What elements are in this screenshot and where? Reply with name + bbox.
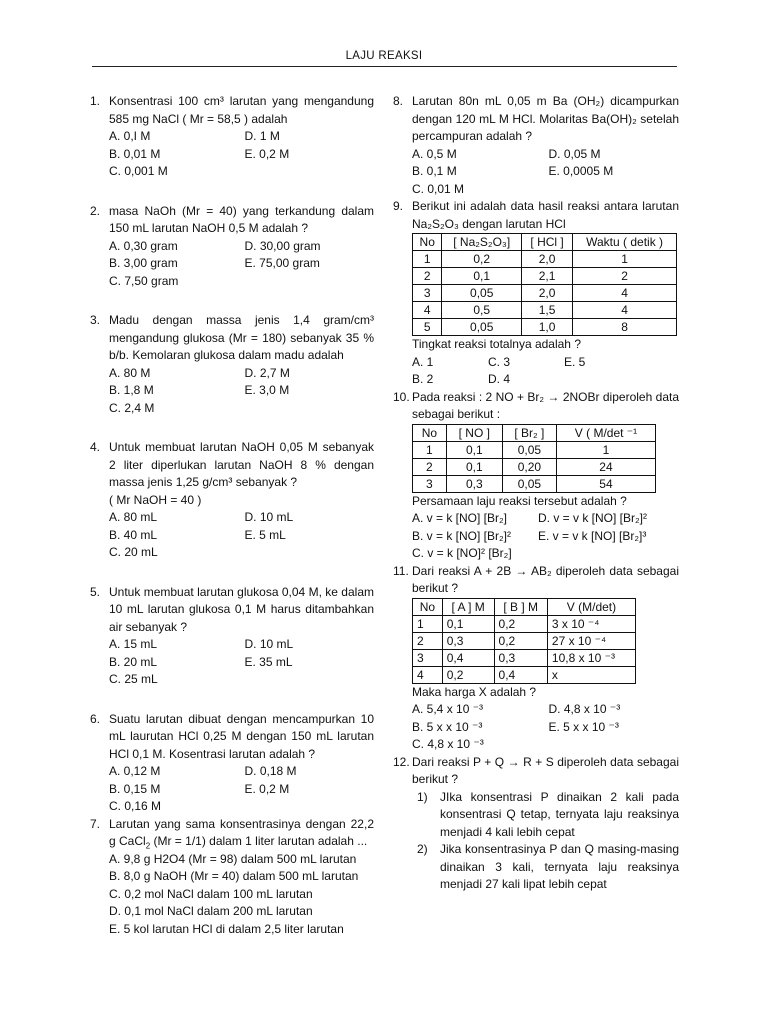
table-cell: 1,0 <box>522 319 573 336</box>
question-stem: masa NaOh (Mr = 40) yang terkandung dalam 150 mL larutan NaOH 0,5 M adalah ? <box>109 203 374 235</box>
table-cell: 0,2 <box>442 666 494 683</box>
table-cell: 2 <box>413 632 443 649</box>
option-d: D. 2,7 M <box>244 365 290 380</box>
question-number: 6. <box>90 711 101 726</box>
option-d: D. 0,05 M <box>548 146 601 161</box>
statement-item <box>412 841 679 894</box>
table-row <box>413 615 636 632</box>
question-12 <box>393 754 679 894</box>
table-cell: 4 <box>413 666 443 683</box>
option-c: C. 0,2 mol NaCl dalam 100 mL larutan <box>109 886 313 901</box>
right-column <box>393 93 679 894</box>
question-10 <box>393 389 679 563</box>
data-table <box>412 598 636 684</box>
table-cell: 1 <box>413 615 443 632</box>
options <box>109 763 374 816</box>
option-b: B. 3,00 gram <box>109 256 178 270</box>
options <box>109 851 374 939</box>
option-d: D. 10 mL <box>244 637 294 651</box>
option-a: A. 80 mL <box>109 510 158 524</box>
table-row <box>413 441 656 458</box>
option-d: D. 1 M <box>244 129 280 143</box>
option-a: A. 0,I M <box>109 129 151 143</box>
option-d: D. 4 <box>488 372 511 386</box>
header-cell: [ Br₂ ] <box>502 424 556 441</box>
option-d: D. v = v k [NO] [Br₂]² <box>538 511 648 525</box>
question-number: 12. <box>393 754 410 769</box>
header-cell: [ A ] M <box>442 598 494 615</box>
table-header-row <box>413 598 636 615</box>
statement-number: 2) <box>417 842 428 856</box>
table-row <box>413 649 636 666</box>
option-d: D. 4,8 x 10 ⁻³ <box>548 702 621 716</box>
table-row <box>413 302 677 319</box>
table-question: Maka harga X adalah ? <box>412 684 537 699</box>
question-number: 8. <box>393 94 404 108</box>
table-question: Persamaan laju reaksi tersebut adalah ? <box>412 493 627 508</box>
stem-part: (Mr = 1/1) dalam 1 liter larutan adalah ... <box>150 834 368 848</box>
table-cell: 3 x 10 ⁻⁴ <box>547 615 635 632</box>
table-cell: 0,2 <box>442 251 522 268</box>
option-b: B. 2 <box>412 372 434 386</box>
option-e: E. 0,0005 M <box>548 164 614 178</box>
question-stem: Untuk membuat larutan NaOH 0,05 M sebanyak 2 liter diperlukan larutan NaOH 8 % dengan massa jenis 1,25 g/cm³ sebanyak ? <box>109 440 374 489</box>
question-number: 7. <box>90 816 101 831</box>
option-b: B. 0,01 M <box>109 146 161 161</box>
table-cell: 0,3 <box>442 632 494 649</box>
option-b: B. 0,15 M <box>109 781 161 796</box>
table-cell: 2 <box>413 458 447 475</box>
question-5 <box>90 584 374 689</box>
table-cell: 2 <box>413 268 442 285</box>
options <box>412 354 679 389</box>
option-c: C. v = k [NO]² [Br₂] <box>412 546 512 560</box>
table-cell: 2 <box>573 268 677 285</box>
table-row <box>413 268 677 285</box>
options <box>109 238 374 291</box>
option-e: E. 5 x x 10 ⁻³ <box>548 719 619 734</box>
table-cell: 1 <box>573 251 677 268</box>
table-cell: 0,3 <box>494 649 547 666</box>
option-c: C. 25 mL <box>109 672 158 686</box>
options <box>412 701 679 754</box>
statement-list <box>412 789 679 894</box>
question-7 <box>90 816 374 939</box>
table-row <box>413 632 636 649</box>
table-row <box>413 458 656 475</box>
table-cell: 1 <box>413 441 447 458</box>
question-stem: Madu dengan massa jenis 1,4 gram/cm³ mengandung glukosa (Mr = 180) sebanyak 35 % b/b. Kemolaran glukosa dalam madu adalah <box>109 313 374 362</box>
header-cell: [ B ] M <box>494 598 547 615</box>
option-e: E. 3,0 M <box>244 383 290 397</box>
table-cell: 54 <box>556 475 655 492</box>
table-cell: 0,1 <box>442 615 494 632</box>
table-cell: 0,05 <box>442 319 522 336</box>
table-cell: 8 <box>573 319 677 336</box>
option-c: C. 2,4 M <box>109 400 155 415</box>
options <box>412 146 679 199</box>
question-number: 10. <box>393 389 410 404</box>
option-e: E. v = v k [NO] [Br₂]³ <box>538 528 647 543</box>
statement-number: 1) <box>417 789 428 804</box>
option-e: E. 75,00 gram <box>244 256 320 270</box>
question-9 <box>393 198 679 389</box>
question-note: ( Mr NaOH = 40 ) <box>109 492 202 507</box>
option-d: D. 10 mL <box>244 510 294 524</box>
statement-item <box>412 789 679 842</box>
header-cell: Waktu ( detik ) <box>573 234 677 251</box>
option-a: A. 80 M <box>109 365 151 380</box>
question-stem: Berikut ini adalah data hasil reaksi antara larutan Na₂S₂O₃ dengan larutan HCl <box>412 199 679 231</box>
table-cell: 2,0 <box>522 251 573 268</box>
option-e: E. 5 kol larutan HCl di dalam 2,5 liter larutan <box>109 921 344 936</box>
question-4 <box>90 439 374 562</box>
table-row <box>413 319 677 336</box>
table-cell: 0,1 <box>442 268 522 285</box>
table-cell: 5 <box>413 319 442 336</box>
table-cell: 3 <box>413 649 443 666</box>
header-cell: V (M/det) <box>547 598 635 615</box>
header-cell: V ( M/det ⁻¹ <box>556 424 655 441</box>
question-number: 9. <box>393 199 404 213</box>
option-e: E. 0,2 M <box>244 146 290 161</box>
option-b: B. v = k [NO] [Br₂]² <box>412 528 512 543</box>
option-c: C. 0,16 M <box>109 799 162 813</box>
table-cell: 0,05 <box>502 441 556 458</box>
option-d: D. 0,18 M <box>244 764 297 778</box>
table-cell: 1 <box>556 441 655 458</box>
option-a: A. 5,4 x 10 ⁻³ <box>412 702 484 716</box>
table-cell: 0,4 <box>442 649 494 666</box>
question-stem: Dari reaksi A + 2B → AB₂ diperoleh data sebagai berikut ? <box>412 563 679 595</box>
option-b: B. 1,8 M <box>109 383 154 397</box>
table-row <box>413 666 636 683</box>
question-number: 1. <box>90 94 101 108</box>
option-d: D. 30,00 gram <box>244 238 321 253</box>
table-cell: 0,05 <box>502 475 556 492</box>
option-e: E. 5 mL <box>244 527 286 542</box>
option-b: B. 40 mL <box>109 527 158 542</box>
table-cell: 3 <box>413 475 447 492</box>
left-column <box>90 93 374 938</box>
table-cell: 2,1 <box>522 268 573 285</box>
table-cell: 0,2 <box>494 632 547 649</box>
question-1 <box>90 93 374 181</box>
option-e: E. 35 mL <box>244 654 293 669</box>
header-rule <box>92 66 677 67</box>
table-cell: 1 <box>413 251 442 268</box>
table-cell: 0,3 <box>446 475 502 492</box>
question-11 <box>393 563 679 754</box>
table-row <box>413 285 677 302</box>
data-table <box>412 233 677 336</box>
table-cell: 10,8 x 10 ⁻³ <box>547 649 635 666</box>
table-cell: 0,05 <box>442 285 522 302</box>
question-2 <box>90 203 374 291</box>
question-number: 4. <box>90 440 101 454</box>
table-cell: 0,1 <box>446 458 502 475</box>
option-b: B. 8,0 g NaOH (Mr = 40) dalam 500 mL larutan <box>109 869 359 883</box>
option-c: C. 4,8 x 10 ⁻³ <box>412 737 484 751</box>
option-a: A. 1 <box>412 354 434 369</box>
table-header-row <box>413 234 677 251</box>
question-number: 3. <box>90 313 101 327</box>
option-b: B. 0,1 M <box>412 164 457 178</box>
statement-text: Jika konsentrasinya P dan Q masing-masing dinaikan 3 kali, ternyata laju reaksinya menjadi 27 kali lipat lebih cepat <box>440 842 679 891</box>
question-stem <box>109 816 374 851</box>
question-number: 5. <box>90 584 101 599</box>
option-b: B. 5 x x 10 ⁻³ <box>412 719 483 734</box>
table-cell: 3 <box>413 285 442 302</box>
option-c: C. 0,01 M <box>412 181 465 196</box>
table-cell: 0,4 <box>494 666 547 683</box>
options <box>109 509 374 562</box>
option-c: C. 3 <box>488 354 511 369</box>
table-cell: 0,2 <box>494 615 547 632</box>
option-a: A. 0,5 M <box>412 146 457 161</box>
options <box>109 128 374 181</box>
statement-text: JIka konsentrasi P dinaikan 2 kali pada konsentrasi Q tetap, ternyata laju reaksinya menjadi 4 kali lebih cepat <box>440 789 679 839</box>
data-table <box>412 424 656 493</box>
option-a: A. 15 mL <box>109 637 158 651</box>
header-cell: [ HCl ] <box>522 234 573 251</box>
option-b: B. 20 mL <box>109 654 158 669</box>
option-a: A. 9,8 g H2O4 (Mr = 98) dalam 500 mL larutan <box>109 851 357 866</box>
table-cell: 24 <box>556 458 655 475</box>
option-a: A. 0,30 gram <box>109 238 178 253</box>
table-cell: 4 <box>413 302 442 319</box>
question-stem: Larutan 80n mL 0,05 m Ba (OH₂) dicampurkan dengan 120 mL M HCl. Molaritas Ba(OH)₂ setelah percampuran adalah ? <box>412 94 679 143</box>
stem-part: Larutan yang sama konsentrasinya dengan 22,2 g CaCl <box>109 816 374 848</box>
table-question: Tingkat reaksi totalnya adalah ? <box>412 337 581 351</box>
option-c: C. 0,001 M <box>109 164 168 178</box>
header-cell: No <box>413 234 442 251</box>
options <box>109 365 374 418</box>
table-cell: 4 <box>573 302 677 319</box>
option-e: E. 5 <box>564 354 586 369</box>
option-e: E. 0,2 M <box>244 781 290 796</box>
option-c: C. 20 mL <box>109 545 158 559</box>
question-8 <box>393 93 679 198</box>
table-cell: 0,1 <box>446 441 502 458</box>
table-cell: 2,0 <box>522 285 573 302</box>
table-cell: 0,20 <box>502 458 556 475</box>
option-d: D. 0,1 mol NaCl dalam 200 mL larutan <box>109 904 313 918</box>
question-6 <box>90 711 374 816</box>
question-stem: Untuk membuat larutan glukosa 0,04 M, ke dalam 10 mL larutan glukosa 0,1 M harus ditambahkan air sebanyak ? <box>109 584 374 634</box>
option-c: C. 7,50 gram <box>109 273 179 288</box>
table-cell: x <box>547 666 635 683</box>
option-a: A. 0,12 M <box>109 764 161 778</box>
option-a: A. v = k [NO] [Br₂] <box>412 511 508 525</box>
header-cell: No <box>413 598 443 615</box>
table-cell: 27 x 10 ⁻⁴ <box>547 632 635 649</box>
header-cell: [ Na₂S₂O₃] <box>442 234 522 251</box>
page-title: LAJU REAKSI <box>345 50 423 62</box>
question-3 <box>90 312 374 417</box>
table-row <box>413 475 656 492</box>
header-cell: [ NO ] <box>446 424 502 441</box>
options <box>109 636 374 689</box>
question-number: 2. <box>90 203 101 218</box>
question-stem: Konsentrasi 100 cm³ larutan yang mengandung 585 mg NaCl ( Mr = 58,5 ) adalah <box>109 94 374 126</box>
table-cell: 4 <box>573 285 677 302</box>
question-stem: Dari reaksi P + Q → R + S diperoleh data sebagai berikut ? <box>412 754 679 786</box>
header-cell: No <box>413 424 447 441</box>
table-cell: 1,5 <box>522 302 573 319</box>
stem-subscript: 2 <box>145 841 151 851</box>
question-stem: Pada reaksi : 2 NO + Br₂ → 2NOBr diperoleh data sebagai berikut : <box>412 389 679 421</box>
question-stem: Suatu larutan dibuat dengan mencampurkan 10 mL laurutan HCl 0,25 M dengan 150 mL larutan HCl 0,1 M. Kosentrasi larutan adalah ? <box>109 711 374 761</box>
question-number: 11. <box>393 563 409 578</box>
table-row <box>413 251 677 268</box>
table-cell: 0,5 <box>442 302 522 319</box>
table-header-row <box>413 424 656 441</box>
options <box>412 510 679 563</box>
